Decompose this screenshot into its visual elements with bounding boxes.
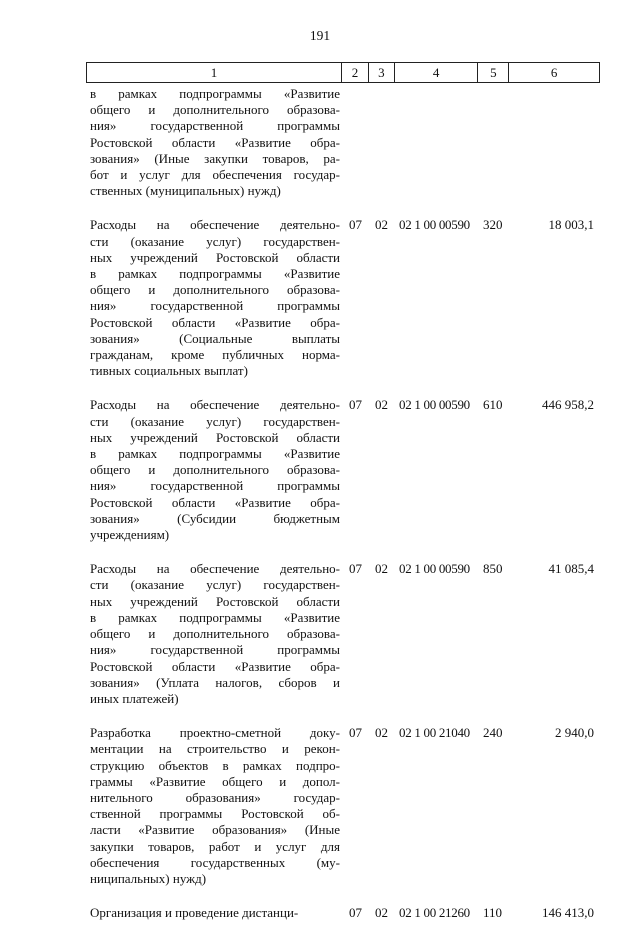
description-line: Разработка проектно-сметной доку- <box>90 725 340 741</box>
description-line: Ростовской области «Развитие обра- <box>90 134 340 150</box>
description-line: Ростовской области «Развитие обра- <box>90 494 340 510</box>
description-line: ственных (муниципальных) нужд) <box>90 183 281 199</box>
header-col-2: 2 <box>342 63 369 82</box>
table-row <box>90 725 600 887</box>
amount: 446 958,2 <box>542 397 594 413</box>
description-line: общего и дополнительного образова- <box>90 102 340 118</box>
description-line: сти (оказание услуг) государствен- <box>90 233 340 249</box>
amount: 146 413,0 <box>542 905 594 921</box>
amount: 41 085,4 <box>548 561 594 577</box>
description-line: нительного образования» государ- <box>90 789 340 805</box>
description-line: гражданам, кроме публичных норма- <box>90 347 340 363</box>
row-description <box>90 561 340 707</box>
target-article-code: 02 1 00 00590 <box>399 561 470 577</box>
amount: 2 940,0 <box>555 725 594 741</box>
description-line: ных учреждений Ростовской области <box>90 593 340 609</box>
description-line: граммы «Развитие общего и допол- <box>90 773 340 789</box>
description-line: общего и дополнительного образова- <box>90 462 340 478</box>
description-line: тивных социальных выплат) <box>90 363 248 379</box>
header-col-1: 1 <box>87 63 342 82</box>
description-line: Расходы на обеспечение деятельно- <box>90 217 340 233</box>
table-row <box>90 561 600 707</box>
description-line: Расходы на обеспечение деятельно- <box>90 561 340 577</box>
target-article-code: 02 1 00 00590 <box>399 397 470 413</box>
description-line: ния» государственной программы <box>90 478 340 494</box>
header-col-5: 5 <box>478 63 509 82</box>
description-line: ментации на строительство и рекон- <box>90 741 340 757</box>
description-line: общего и дополнительного образова- <box>90 626 340 642</box>
description-line: обеспечения государственных (му- <box>90 854 340 870</box>
description-line: учреждениям) <box>90 527 170 543</box>
description-line: струкцию объектов в рамках подпро- <box>90 757 340 773</box>
expense-type-code: 850 <box>483 561 503 577</box>
description-line: сти (оказание услуг) государствен- <box>90 577 340 593</box>
row-description <box>90 905 340 921</box>
description-line: ласти «Развитие образования» (Иные <box>90 822 340 838</box>
table-row <box>90 397 600 543</box>
description-line: зования» (Субсидии бюджетным <box>90 510 340 526</box>
subsection-code: 02 <box>375 397 388 413</box>
row-description <box>90 217 340 379</box>
row-description <box>90 86 340 199</box>
subsection-code: 02 <box>375 725 388 741</box>
header-col-4: 4 <box>395 63 479 82</box>
header-col-3: 3 <box>369 63 395 82</box>
description-line: ния» государственной программы <box>90 118 340 134</box>
description-line: закупки товаров, работ и услуг для <box>90 838 340 854</box>
description-line: бот и услуг для обеспечения государ- <box>90 167 340 183</box>
section-code: 07 <box>349 397 362 413</box>
subsection-code: 02 <box>375 561 388 577</box>
subsection-code: 02 <box>375 217 388 233</box>
section-code: 07 <box>349 905 362 921</box>
section-code: 07 <box>349 217 362 233</box>
section-code: 07 <box>349 561 362 577</box>
page-number: 191 <box>309 28 331 43</box>
description-line: зования» (Иные закупки товаров, ра- <box>90 150 340 166</box>
description-line: общего и дополнительного образова- <box>90 282 340 298</box>
table-body <box>90 86 600 939</box>
subsection-code: 02 <box>375 905 388 921</box>
description-line: зования» (Социальные выплаты <box>90 330 340 346</box>
target-article-code: 02 1 00 21260 <box>399 905 470 921</box>
table-header <box>86 62 600 83</box>
description-line: в рамках подпрограммы «Развитие <box>90 609 340 625</box>
description-line: Ростовской области «Развитие обра- <box>90 658 340 674</box>
description-line: Организация и проведение дистанци- <box>90 905 299 921</box>
description-line: Расходы на обеспечение деятельно- <box>90 397 340 413</box>
description-line: ственной программы Ростовской об- <box>90 806 340 822</box>
row-description <box>90 725 340 887</box>
description-line: ных учреждений Ростовской области <box>90 249 340 265</box>
target-article-code: 02 1 00 00590 <box>399 217 470 233</box>
description-line: в рамках подпрограммы «Развитие <box>90 266 340 282</box>
row-description <box>90 397 340 543</box>
description-line: ния» государственной программы <box>90 642 340 658</box>
expense-type-code: 320 <box>483 217 503 233</box>
amount: 18 003,1 <box>548 217 594 233</box>
description-line: в рамках подпрограммы «Развитие <box>90 446 340 462</box>
expense-type-code: 240 <box>483 725 503 741</box>
description-line: в рамках подпрограммы «Развитие <box>90 86 340 101</box>
table-row <box>90 905 600 921</box>
expense-type-code: 610 <box>483 397 503 413</box>
description-line: Ростовской области «Развитие обра- <box>90 314 340 330</box>
table-row <box>90 217 600 379</box>
target-article-code: 02 1 00 21040 <box>399 725 470 741</box>
header-col-6: 6 <box>550 65 558 80</box>
description-line: ния» государственной программы <box>90 298 340 314</box>
section-code: 07 <box>349 725 362 741</box>
description-line: иных платежей) <box>90 690 179 706</box>
description-line: ниципальных) нужд) <box>90 870 207 886</box>
expense-type-code: 110 <box>483 905 503 921</box>
description-line: зования» (Уплата налогов, сборов и <box>90 674 340 690</box>
description-line: сти (оказание услуг) государствен- <box>90 413 340 429</box>
table-row <box>90 86 600 199</box>
description-line: ных учреждений Ростовской области <box>90 429 340 445</box>
